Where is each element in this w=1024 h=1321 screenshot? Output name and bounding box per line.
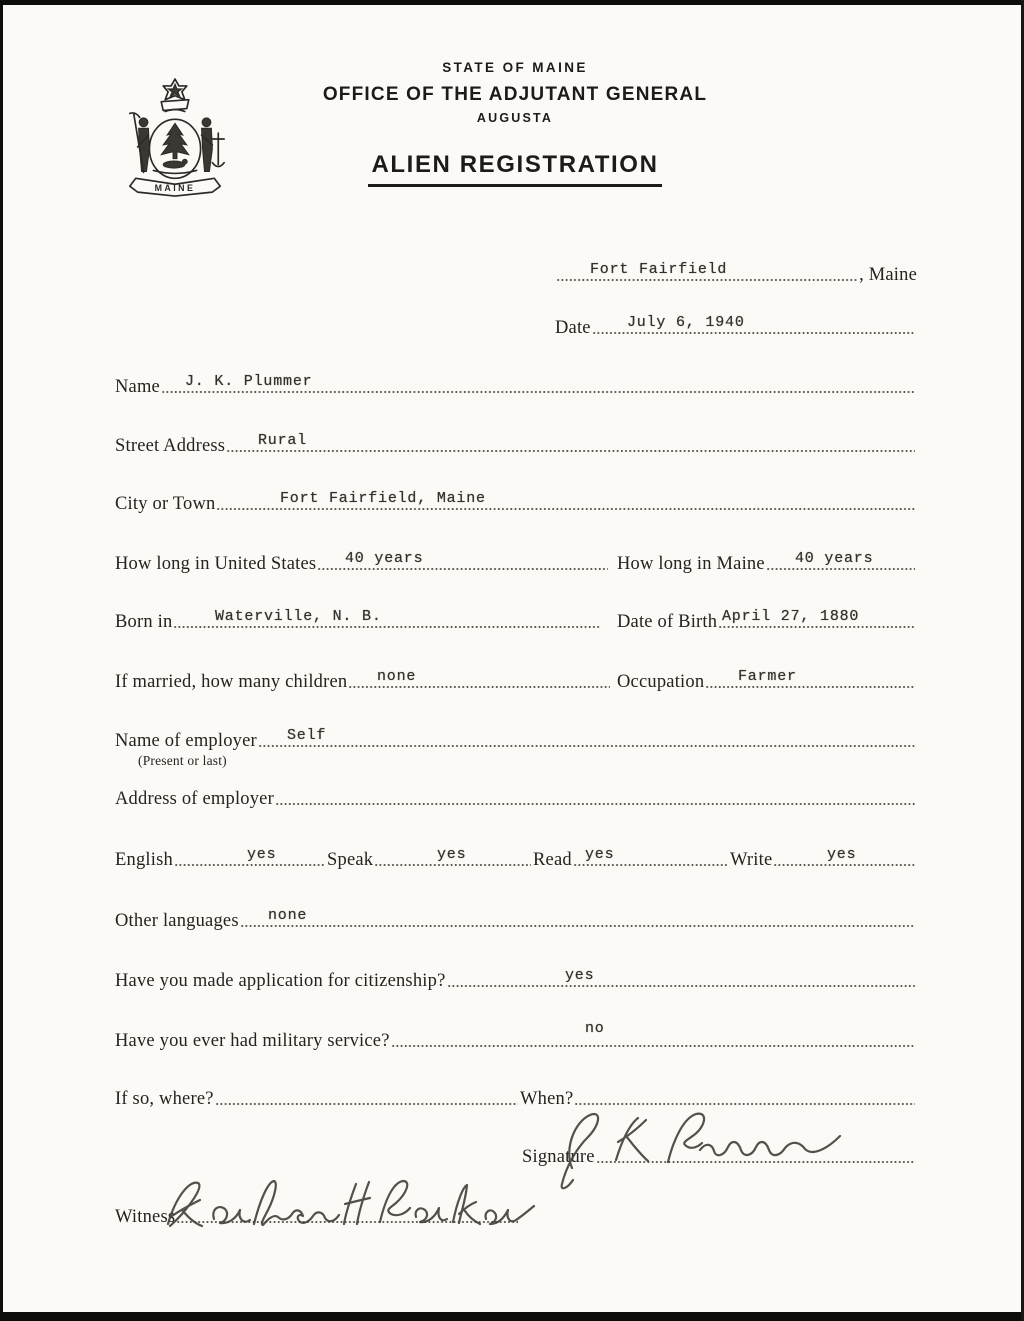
how-long-maine-label: How long in Maine: [617, 553, 765, 574]
employer-dotted-leader: [259, 718, 915, 752]
children-row: [115, 659, 612, 693]
write-row: [730, 837, 917, 871]
born-in-value: Waterville, N. B.: [215, 608, 382, 625]
citizenship-dotted-leader: [448, 958, 916, 992]
military-service-row: [115, 1018, 917, 1052]
speak-value: yes: [437, 846, 467, 863]
name-label: Name: [115, 376, 160, 397]
how-long-maine-value: 40 years: [795, 550, 874, 567]
form-title-wrap: [112, 151, 918, 187]
other-languages-row: [115, 898, 917, 932]
city-or-town-label: City or Town: [115, 493, 216, 514]
street-address-row: [115, 423, 917, 457]
how-long-us-value: 40 years: [345, 550, 424, 567]
name-row: [115, 364, 917, 398]
employer-label: Name of employer: [115, 730, 257, 751]
citizenship-value: yes: [565, 967, 595, 984]
header-city-line: AUGUSTA: [476, 111, 554, 125]
if-so-where-row: [115, 1076, 520, 1110]
employer-address-dotted-leader: [276, 776, 915, 810]
city-or-town-value: Fort Fairfield, Maine: [280, 490, 486, 507]
write-value: yes: [827, 846, 857, 863]
write-label: Write: [730, 849, 773, 870]
read-row: [533, 837, 730, 871]
how-long-maine-row: [617, 541, 917, 575]
date-row: [555, 305, 917, 339]
header-office-line: OFFICE OF THE ADJUTANT GENERAL: [322, 84, 708, 105]
city-or-town-row: [115, 481, 917, 515]
occupation-label: Occupation: [617, 671, 705, 692]
date-of-birth-value: April 27, 1880: [722, 608, 860, 625]
street-address-dotted-leader: [227, 423, 915, 457]
date-label: Date: [555, 317, 591, 338]
occupation-value: Farmer: [738, 668, 797, 685]
children-label: If married, how many children: [115, 671, 348, 692]
born-in-row: [115, 599, 602, 633]
signature-label: Signature: [522, 1146, 595, 1167]
employer-address-label: Address of employer: [115, 788, 274, 809]
scan-edge-bottom: [0, 1312, 1024, 1321]
scan-edge-top: [0, 0, 1024, 5]
name-value: J. K. Plummer: [185, 373, 313, 390]
how-long-us-row: [115, 541, 610, 575]
military-service-label: Have you ever had military service?: [115, 1030, 390, 1051]
citizenship-row: [115, 958, 917, 992]
seal-banner-text: MAINE: [154, 183, 196, 194]
children-value: none: [377, 668, 417, 685]
read-value: yes: [585, 846, 615, 863]
other-languages-dotted-leader: [241, 898, 915, 932]
other-languages-label: Other languages: [115, 910, 239, 931]
born-in-label: Born in: [115, 611, 173, 632]
employer-row: [115, 718, 917, 752]
if-so-where-dotted-leader: [216, 1076, 518, 1110]
location-row: [555, 252, 917, 286]
date-of-birth-label: Date of Birth: [617, 611, 718, 632]
employer-sublabel: (Present or last): [138, 753, 227, 768]
when-label: When?: [520, 1088, 574, 1109]
military-service-dotted-leader: [392, 1018, 915, 1052]
english-value: yes: [247, 846, 277, 863]
date-of-birth-row: [617, 599, 917, 633]
employer-address-row: [115, 776, 917, 810]
date-value: July 6, 1940: [627, 314, 745, 331]
how-long-us-label: How long in United States: [115, 553, 317, 574]
location-value: Fort Fairfield: [590, 261, 728, 278]
witness-handwriting: [148, 1172, 578, 1250]
location-suffix-label: , Maine: [859, 264, 917, 285]
occupation-row: [617, 659, 917, 693]
street-address-value: Rural: [258, 432, 308, 449]
english-label: English: [115, 849, 173, 870]
military-service-value: no: [585, 1020, 605, 1037]
signature-handwriting: [538, 1096, 858, 1196]
scan-edge-left: [0, 0, 3, 1321]
citizenship-label: Have you made application for citizenship?: [115, 970, 446, 991]
witness-label: Witness: [115, 1206, 176, 1227]
english-row: [115, 837, 327, 871]
form-title: ALIEN REGISTRATION: [368, 151, 661, 187]
employer-value: Self: [287, 727, 327, 744]
speak-row: [327, 837, 533, 871]
street-address-label: Street Address: [115, 435, 226, 456]
header-state-line: STATE OF MAINE: [442, 60, 588, 75]
if-so-where-label: If so, where?: [115, 1088, 214, 1109]
read-label: Read: [533, 849, 572, 870]
other-languages-value: none: [268, 907, 308, 924]
speak-label: Speak: [327, 849, 374, 870]
